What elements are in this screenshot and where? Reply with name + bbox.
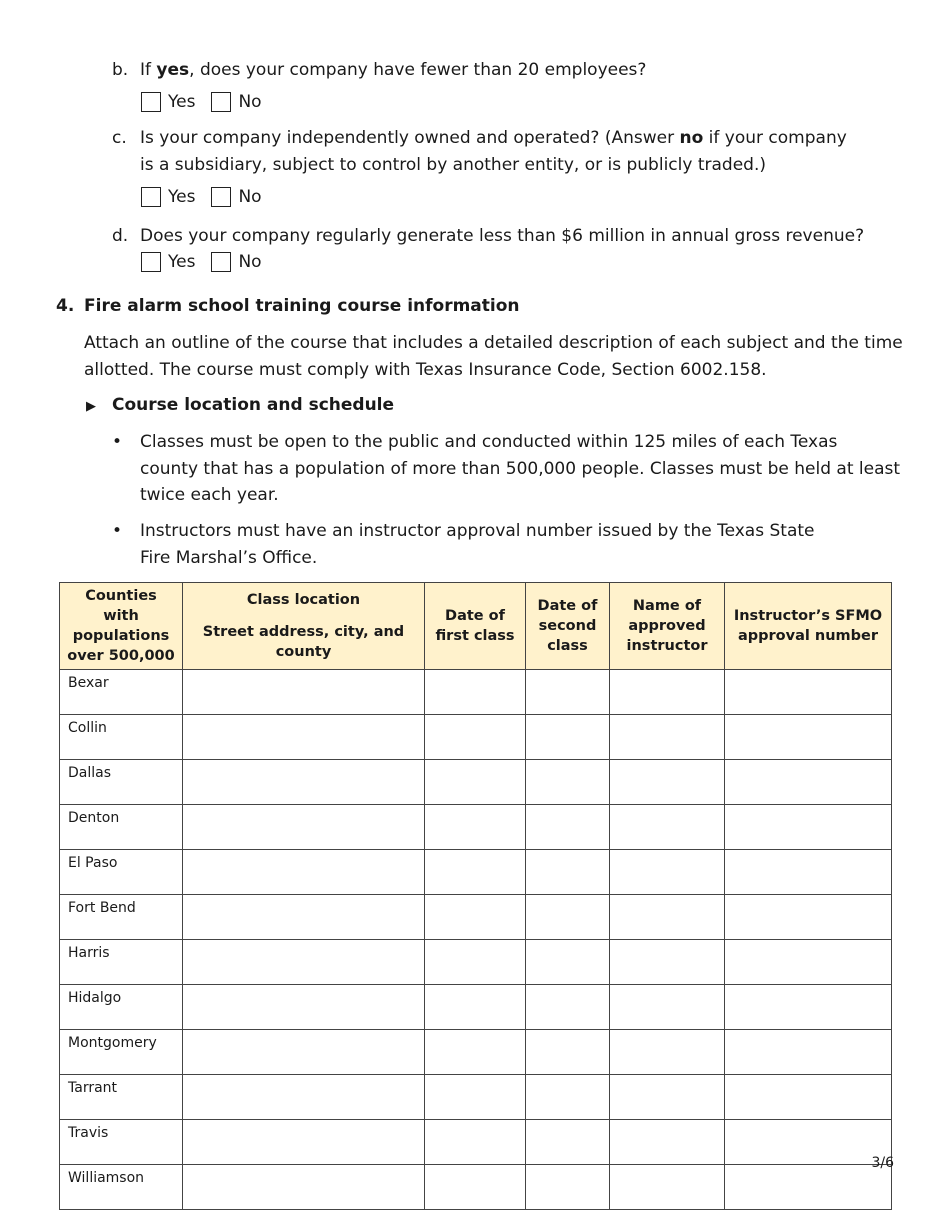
first-class-date-field[interactable] xyxy=(425,805,526,850)
bullet-text: Instructors must have an instructor approval number issued by the Texas State Fire Marshal’s Office. xyxy=(140,521,815,568)
header-counties: Counties with populations over 500,000 xyxy=(60,583,183,670)
instructor-name-field[interactable] xyxy=(610,985,725,1030)
instructor-name-field[interactable] xyxy=(610,1120,725,1165)
location-field[interactable] xyxy=(183,940,425,985)
county-cell: Dallas xyxy=(60,760,183,805)
instructor-name-field[interactable] xyxy=(610,1075,725,1120)
table-row xyxy=(60,1165,892,1210)
first-class-date-field[interactable] xyxy=(425,1120,526,1165)
first-class-date-field[interactable] xyxy=(425,850,526,895)
header-location-title: Class location xyxy=(246,592,361,608)
table-row xyxy=(60,670,892,715)
second-class-date-field[interactable] xyxy=(526,940,610,985)
table-row xyxy=(60,1120,892,1165)
header-instructor-name: Name of approved instructor xyxy=(610,583,725,670)
county-cell: Fort Bend xyxy=(60,895,183,940)
approval-number-field[interactable] xyxy=(725,1165,892,1210)
county-cell: Montgomery xyxy=(60,1030,183,1075)
table-row xyxy=(60,805,892,850)
yes-checkbox[interactable] xyxy=(141,187,161,207)
header-second-class: Date of second class xyxy=(526,583,610,670)
second-class-date-field[interactable] xyxy=(526,985,610,1030)
approval-number-field[interactable] xyxy=(725,715,892,760)
yes-checkbox[interactable] xyxy=(141,92,161,112)
county-cell: Hidalgo xyxy=(60,985,183,1030)
no-checkbox[interactable] xyxy=(211,92,231,112)
course-location-heading xyxy=(86,395,394,415)
location-field[interactable] xyxy=(183,1120,425,1165)
question-c xyxy=(0,125,950,181)
first-class-date-field[interactable] xyxy=(425,670,526,715)
location-field[interactable] xyxy=(183,895,425,940)
first-class-date-field[interactable] xyxy=(425,985,526,1030)
first-class-date-field[interactable] xyxy=(425,940,526,985)
location-field[interactable] xyxy=(183,1165,425,1210)
triangle-marker-icon: ▶ xyxy=(86,399,96,414)
approval-number-field[interactable] xyxy=(725,670,892,715)
section-title: Fire alarm school training course information xyxy=(84,296,520,316)
no-label: No xyxy=(238,92,262,112)
instructor-name-field[interactable] xyxy=(610,1030,725,1075)
second-class-date-field[interactable] xyxy=(526,760,610,805)
question-letter: d. xyxy=(112,226,129,246)
header-class-location xyxy=(183,583,425,670)
instructor-name-field[interactable] xyxy=(610,895,725,940)
location-field[interactable] xyxy=(183,1030,425,1075)
question-letter: c. xyxy=(112,128,127,148)
question-text: Does your company regularly generate less than $6 million in annual gross revenue? xyxy=(140,226,865,246)
no-label: No xyxy=(238,187,262,207)
bullet-icon: • xyxy=(112,521,123,541)
approval-number-field[interactable] xyxy=(725,1030,892,1075)
location-field[interactable] xyxy=(183,805,425,850)
question-c-options xyxy=(141,185,278,209)
second-class-date-field[interactable] xyxy=(526,895,610,940)
table-row xyxy=(60,1075,892,1120)
location-field[interactable] xyxy=(183,985,425,1030)
location-field[interactable] xyxy=(183,715,425,760)
location-field[interactable] xyxy=(183,850,425,895)
first-class-date-field[interactable] xyxy=(425,1075,526,1120)
first-class-date-field[interactable] xyxy=(425,760,526,805)
county-cell: Harris xyxy=(60,940,183,985)
instructor-name-field[interactable] xyxy=(610,760,725,805)
instructor-name-field[interactable] xyxy=(610,805,725,850)
county-cell: Travis xyxy=(60,1120,183,1165)
table-row xyxy=(60,895,892,940)
location-field[interactable] xyxy=(183,670,425,715)
approval-number-field[interactable] xyxy=(725,850,892,895)
table-row xyxy=(60,850,892,895)
first-class-date-field[interactable] xyxy=(425,895,526,940)
no-checkbox[interactable] xyxy=(211,252,231,272)
location-field[interactable] xyxy=(183,760,425,805)
second-class-date-field[interactable] xyxy=(526,1120,610,1165)
instructor-name-field[interactable] xyxy=(610,940,725,985)
header-first-class: Date of first class xyxy=(425,583,526,670)
no-label: No xyxy=(238,252,262,272)
question-text: Is your company independently owned and operated? (Answer no if your company is a subsidiary, subject to control by another entity, or is publicly traded.) xyxy=(140,128,847,175)
second-class-date-field[interactable] xyxy=(526,1030,610,1075)
yes-label: Yes xyxy=(168,252,196,272)
first-class-date-field[interactable] xyxy=(425,1165,526,1210)
yes-label: Yes xyxy=(168,187,196,207)
page-number: 3/6 xyxy=(871,1155,894,1171)
table-row xyxy=(60,1030,892,1075)
question-letter: b. xyxy=(112,60,129,80)
instructor-name-field[interactable] xyxy=(610,670,725,715)
approval-number-field[interactable] xyxy=(725,1120,892,1165)
section-intro: Attach an outline of the course that includes a detailed description of each subject and the time allotted. The course must comply with Texas Insurance Code, Section 6002.158. xyxy=(84,333,903,380)
header-location-sub: Street address, city, and county xyxy=(202,624,405,660)
subheading-text: Course location and schedule xyxy=(112,395,395,415)
second-class-date-field[interactable] xyxy=(526,1075,610,1120)
section-number: 4. xyxy=(56,296,75,316)
instructor-name-field[interactable] xyxy=(610,850,725,895)
bullet-text: Classes must be open to the public and conducted within 125 miles of each Texas county that has a population of more than 500,000 people. Classes must be held at least twice each year. xyxy=(140,432,901,505)
table-row xyxy=(60,715,892,760)
county-cell: El Paso xyxy=(60,850,183,895)
table-header-row xyxy=(60,583,892,670)
yes-checkbox[interactable] xyxy=(141,252,161,272)
table-row xyxy=(60,940,892,985)
second-class-date-field[interactable] xyxy=(526,670,610,715)
approval-number-field[interactable] xyxy=(725,805,892,850)
no-checkbox[interactable] xyxy=(211,187,231,207)
table-row xyxy=(60,985,892,1030)
header-approval-number: Instructor’s SFMO approval number xyxy=(725,583,892,670)
location-field[interactable] xyxy=(183,1075,425,1120)
approval-number-field[interactable] xyxy=(725,760,892,805)
question-d-options xyxy=(141,250,278,274)
approval-number-field[interactable] xyxy=(725,985,892,1030)
county-cell: Williamson xyxy=(60,1165,183,1210)
second-class-date-field[interactable] xyxy=(526,805,610,850)
bullet-item xyxy=(112,518,902,572)
table-row xyxy=(60,760,892,805)
question-b-options xyxy=(141,90,278,114)
approval-number-field[interactable] xyxy=(725,1075,892,1120)
bullet-item xyxy=(112,429,902,509)
instructor-name-field[interactable] xyxy=(610,715,725,760)
course-schedule-table xyxy=(59,582,892,1210)
county-cell: Denton xyxy=(60,805,183,850)
first-class-date-field[interactable] xyxy=(425,715,526,760)
approval-number-field[interactable] xyxy=(725,895,892,940)
first-class-date-field[interactable] xyxy=(425,1030,526,1075)
second-class-date-field[interactable] xyxy=(526,850,610,895)
approval-number-field[interactable] xyxy=(725,940,892,985)
section-4-heading xyxy=(56,296,520,316)
second-class-date-field[interactable] xyxy=(526,715,610,760)
question-text: If yes, does your company have fewer than 20 employees? xyxy=(140,60,647,80)
county-cell: Collin xyxy=(60,715,183,760)
instructor-name-field[interactable] xyxy=(610,1165,725,1210)
bullet-icon: • xyxy=(112,432,123,452)
county-cell: Tarrant xyxy=(60,1075,183,1120)
second-class-date-field[interactable] xyxy=(526,1165,610,1210)
county-cell: Bexar xyxy=(60,670,183,715)
table-body xyxy=(60,670,892,1210)
yes-label: Yes xyxy=(168,92,196,112)
